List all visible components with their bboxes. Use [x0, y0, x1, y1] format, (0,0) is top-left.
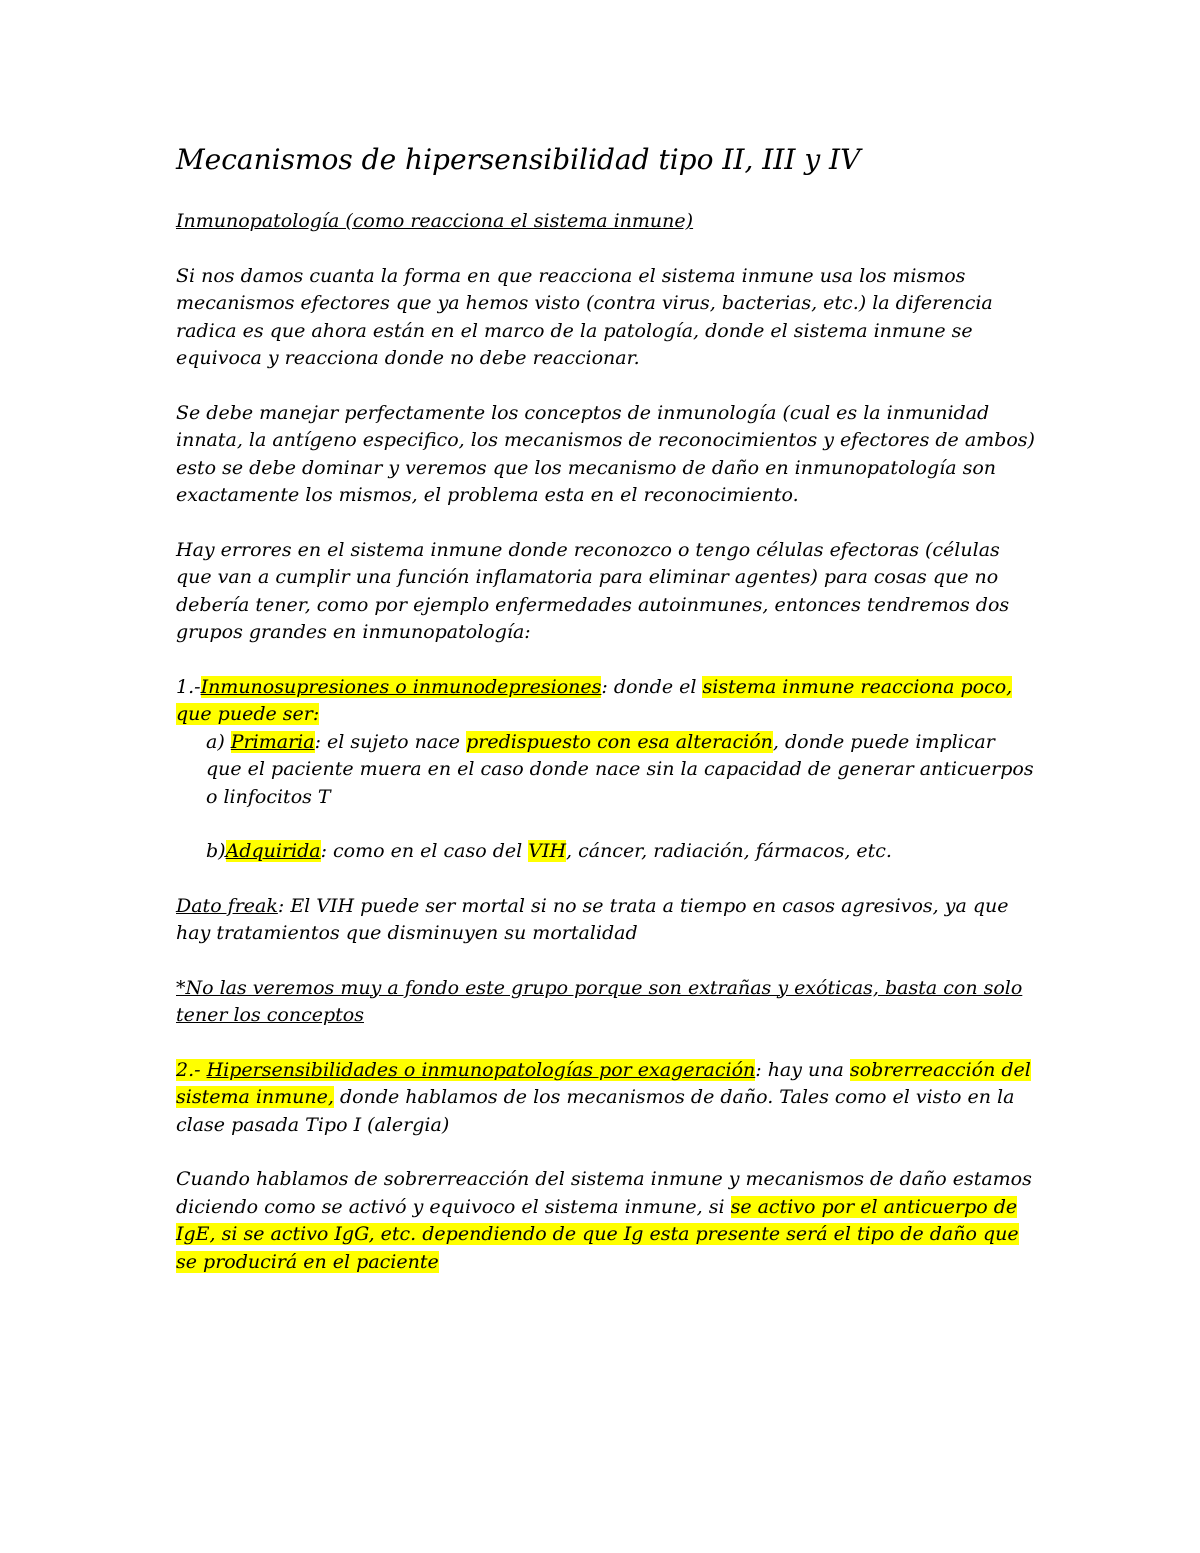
dato-freak-text: : El VIH puede ser mortal si no se trata a tiempo en casos agresivos, ya que hay tratamientos que disminuyen su mortalidad [176, 894, 1009, 944]
list-item-1b-mid: : como en el caso del [320, 840, 529, 862]
list-item-2-mid: : hay una [755, 1058, 850, 1081]
subtitle-paragraph [176, 208, 1036, 236]
list-item-1a-term: Primaria [230, 730, 315, 753]
list-item-2 [176, 1057, 1036, 1140]
document-body [176, 140, 1036, 1303]
list-item-1b-highlight: VIH [528, 840, 567, 862]
paragraph-4 [176, 1166, 1036, 1276]
list-item-1b [176, 838, 1036, 866]
list-item-1a [176, 729, 1036, 812]
dato-freak-paragraph [176, 893, 1036, 948]
list-item-1a-highlight: predispuesto con esa alteración [466, 730, 773, 753]
list-item-2-number: 2.- [176, 1058, 207, 1081]
list-item-2-highlight: sobrerreacción del sistema inmune, [176, 1058, 1031, 1108]
paragraph-4-highlight: se activo por el anticuerpo de IgE, si se activo IgG, etc. dependiendo de que Ig esta presente será el tipo de daño que se producirá en el paciente [176, 1195, 1019, 1273]
paragraph-2: Se debe manejar perfectamente los conceptos de inmunología (cual es la inmunidad innata, la antígeno especifico, los mecanismos de reconocimientos y efectores de ambos) esto se debe dominar y veremos que los mecanismo de daño en inmunopatología son exactamente los mismos, el problema esta en el reconocimiento. [176, 401, 1035, 506]
list-item-1-colon: : [601, 675, 608, 698]
paragraph-3: Hay errores en el sistema inmune donde reconozco o tengo células efectoras (células que van a cumplir una función inflamatoria para eliminar agentes) para cosas que no debería tener, como por ejemplo enfermedades autoinmunes, entonces tendremos dos grupos grandes en inmunopatología: [176, 538, 1010, 643]
paragraph-4-start: Cuando hablamos de sobrerreacción del sistema inmune y mecanismos de daño estamos diciendo como se activó y equivoco el sistema inmune, si [176, 1168, 1032, 1218]
list-item-1a-rest: , donde puede implicar que el paciente muera en el caso donde nace sin la capacidad de generar anticuerpos o linfocitos T [206, 730, 1034, 808]
note-text: *No las veremos muy a fondo este grupo porque son extrañas y exóticas, basta con solo tener los conceptos [176, 976, 1023, 1026]
list-item-2-rest: donde hablamos de los mecanismos de daño. Tales como el visto en la clase pasada Tipo I (alergia) [176, 1086, 1015, 1136]
list-item-1-term: Inmunosupresiones o inmunodepresiones [200, 675, 602, 698]
list-item-1-number: 1.- [176, 675, 201, 698]
list-item-1b-rest: , cáncer, radiación, fármacos, etc. [566, 840, 892, 862]
list-item-2-term: Hipersensibilidades o inmunopatologías por exageración [206, 1058, 756, 1081]
note-paragraph [176, 975, 1036, 1030]
list-item-1a-mid: : el sujeto nace [314, 730, 467, 753]
list-item-1 [176, 674, 1036, 729]
list-item-1-mid: donde el [607, 675, 703, 698]
subtitle: Inmunopatología (como reacciona el sistema inmune) [176, 210, 694, 232]
paragraph-1: Si nos damos cuanta la forma en que reacciona el sistema inmune usa los mismos mecanismos efectores que ya hemos visto (contra virus, bacterias, etc.) la diferencia radica es que ahora están en el marco de la patología, donde el sistema inmune se equivoca y reacciona donde no debe reaccionar. [176, 264, 993, 369]
dato-freak-label: Dato freak [176, 894, 278, 917]
list-item-1-highlight: sistema inmune reacciona poco, que puede ser: [176, 675, 1013, 725]
list-item-1b-term: Adquirida [225, 840, 321, 862]
document-title: Mecanismos de hipersensibilidad tipo II, III y IV [176, 143, 861, 176]
list-item-1a-prefix: a) [206, 730, 231, 753]
list-item-1b-prefix: b) [206, 840, 226, 862]
